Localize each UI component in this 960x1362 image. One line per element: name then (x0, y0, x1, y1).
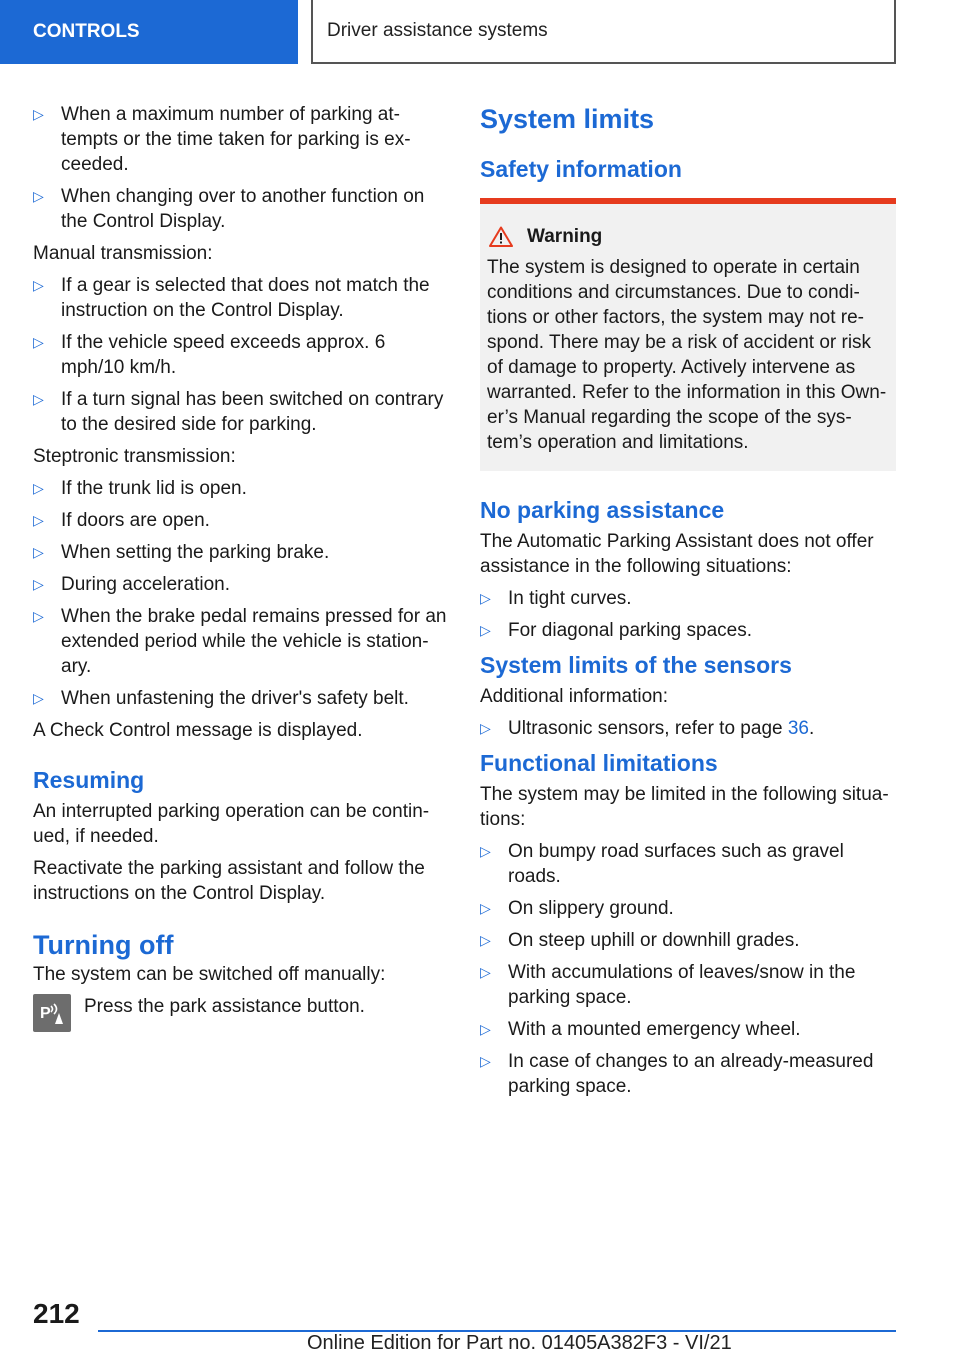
no-parking-paragraph: The Automatic Parking Assistant does not offer assistance in the following situations: (480, 531, 874, 577)
triangle-right-icon: ▷ (480, 932, 491, 948)
triangle-right-icon: ▷ (480, 964, 491, 980)
list-item: ▷ During acceleration. (33, 574, 230, 595)
list-item: ▷ On steep uphill or downhill grades. (480, 930, 800, 951)
system-limits-heading: System limits (480, 104, 655, 134)
steptronic-transmission-list (33, 476, 447, 711)
manual-transmission-label: Manual transmission: (33, 243, 213, 264)
triangle-right-icon: ▷ (480, 843, 491, 859)
list-item: ▷ If the vehicle speed exceeds approx. 6 mph/10 km/h. (33, 332, 386, 378)
sensors-heading: System limits of the sensors (480, 652, 792, 678)
list-item: ▷ When a maximum number of parking attempts or the time taken for parking is exceeded. (33, 104, 411, 175)
exit-conditions-list (33, 102, 447, 234)
turning-off-paragraph: The system can be switched off manually: (33, 964, 386, 985)
list-item: ▷ When unfastening the driver's safety belt. (33, 688, 409, 709)
safety-information-heading: Safety information (480, 156, 682, 182)
list-item: ▷ On slippery ground. (480, 898, 674, 919)
triangle-right-icon: ▷ (33, 277, 44, 293)
manual-transmission-list (33, 273, 447, 437)
chapter-title: Driver assistance systems (327, 20, 548, 41)
warning-label: Warning (527, 226, 603, 247)
list-item: ▷ With a mounted emergency wheel. (480, 1019, 801, 1040)
park-button-row (33, 994, 447, 1032)
list-item: ▷ When the brake pedal remains pressed for an extended period while the vehicle is stationary. (33, 606, 447, 677)
list-item: ▷ In tight curves. (480, 588, 632, 609)
warning-title (487, 224, 888, 249)
sensors-paragraph: Additional information: (480, 686, 668, 707)
triangle-right-icon: ▷ (33, 334, 44, 350)
warning-text: The system is designed to operate in certain conditions and circumstances. Due to conditions or other factors, the system may not respond. There may be a risk of accident or risk of damage to property. Actively intervene as warranted. Refer to the information in this Owner’s Manual regarding the scope of the system’s operation and limitations. (487, 257, 887, 453)
triangle-right-icon: ▷ (33, 391, 44, 407)
triangle-right-icon: ▷ (33, 576, 44, 592)
list-item: ▷ If a gear is selected that does not match the instruction on the Control Display. (33, 275, 430, 321)
warning-box (480, 198, 896, 471)
triangle-right-icon: ▷ (33, 690, 44, 706)
list-item: ▷ If doors are open. (33, 510, 210, 531)
svg-text:P: P (40, 1005, 51, 1022)
triangle-right-icon: ▷ (33, 544, 44, 560)
section-tab (0, 0, 298, 64)
list-item: ▷ If a turn signal has been switched on contrary to the desired side for parking. (33, 389, 444, 435)
turning-off-heading: Turning off (33, 930, 174, 960)
triangle-right-icon: ▷ (33, 512, 44, 528)
sensors-list (480, 716, 896, 741)
list-item: ▷ When changing over to another function on the Control Display. (33, 186, 425, 232)
no-parking-heading: No parking assistance (480, 497, 725, 523)
list-item: ▷ With accumulations of leaves/snow in the parking space. (480, 962, 856, 1008)
check-control-text: A Check Control message is displayed. (33, 720, 363, 741)
park-button-instruction: Press the park assistance button. (84, 996, 365, 1017)
triangle-right-icon: ▷ (33, 106, 44, 122)
edition-text: Online Edition for Part no. 01405A382F3 - VI/21 (307, 1332, 732, 1354)
list-item: ▷ If the trunk lid is open. (33, 478, 247, 499)
triangle-right-icon: ▷ (480, 1053, 491, 1069)
triangle-right-icon: ▷ (480, 720, 491, 736)
left-column (33, 102, 447, 1032)
page-reference-link[interactable]: 36 (787, 718, 809, 739)
triangle-right-icon: ▷ (33, 608, 44, 624)
warning-triangle-icon (489, 226, 513, 247)
chapter-header (311, 0, 896, 64)
triangle-right-icon: ▷ (33, 188, 44, 204)
triangle-right-icon: ▷ (480, 1021, 491, 1037)
list-item: ▷ For diagonal parking spaces. (480, 620, 752, 641)
park-assist-button-icon (33, 994, 71, 1032)
triangle-right-icon: ▷ (480, 622, 491, 638)
triangle-right-icon: ▷ (33, 480, 44, 496)
list-item: ▷ In case of changes to an already-measured parking space. (480, 1051, 874, 1097)
section-title: CONTROLS (33, 21, 140, 42)
resuming-paragraph-1: An interrupted parking operation can be continued, if needed. (33, 801, 430, 847)
functional-paragraph: The system may be limited in the following situations: (480, 784, 889, 830)
right-column (480, 102, 896, 1106)
page-number: 212 (33, 1298, 80, 1329)
triangle-right-icon: ▷ (480, 900, 491, 916)
list-item: ▷ Ultrasonic sensors, refer to page 36. (480, 718, 815, 739)
functional-list (480, 839, 896, 1099)
no-parking-list (480, 586, 896, 643)
triangle-right-icon: ▷ (480, 590, 491, 606)
list-item: ▷ On bumpy road surfaces such as gravel roads. (480, 841, 844, 887)
steptronic-transmission-label: Steptronic transmission: (33, 446, 236, 467)
functional-limitations-heading: Functional limitations (480, 750, 718, 776)
resuming-paragraph-2: Reactivate the parking assistant and follow the instructions on the Control Display. (33, 858, 425, 904)
list-item: ▷ When setting the parking brake. (33, 542, 330, 563)
resuming-heading: Resuming (33, 767, 145, 793)
